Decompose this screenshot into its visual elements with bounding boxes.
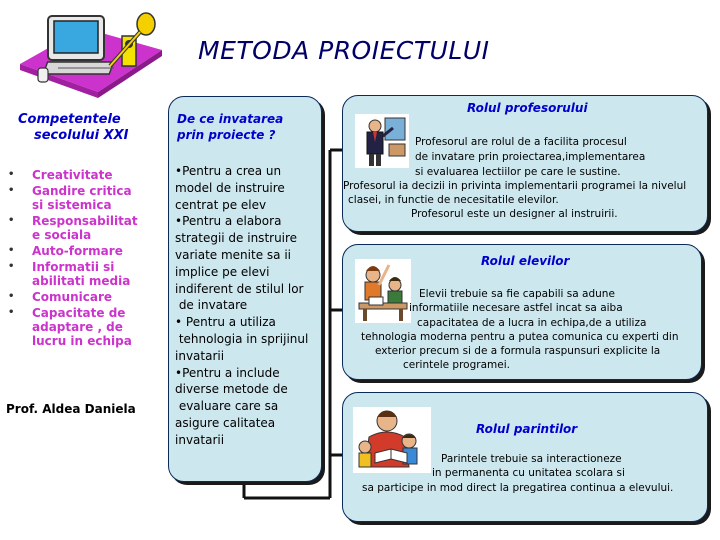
sidebar-heading-line2: secolului XXI [34,128,129,143]
parents-role-box: Rolul parintilor Parintele trebuie sa interactioneze in permanenta cu unitatea scolara si sa participe in mod direct la pregatirea continua a elevului. [342,392,708,522]
page-title: METODA PROIECTULUI [198,36,490,65]
teacher-role-title: Rolul profesorului [467,101,588,115]
list-item: • Responsabilitat e sociala [4,214,162,242]
left-box-heading: De ce invatarea prin proiecte ? [177,112,284,142]
students-role-box: Rolul elevilor Elevii trebuie sa fie capabili sa adune informatiile necesare astfel incat sa aiba capacitatea de a lucra in echipa,de a utiliza tehnologia moderna pentru a putea comunica cu experti din exterior precum si de a formula raspunsuri explicite la cerintele programei. [342,244,702,380]
teacher-role-box: Rolul profesorului Profesorul are rolul de a facilita procesul de invatare prin proiectarea,implementarea si evaluarea lectiilor pe care le sustine. Profesorul ia decizii in privinta implementarii programei la nivelul clasei, in functie de necesitatile elevilor. Profesorul este un designer al instruirii. [342,95,708,232]
students-role-title: Rolul elevilor [481,254,570,268]
why-project-learning-box [168,96,322,482]
list-item: • Gandire critica si sistemica [4,184,162,212]
list-item: • Comunicare [4,290,162,304]
sidebar-heading-line1: Competentele [18,112,121,127]
parents-role-title: Rolul parintilor [476,422,578,436]
author-name: Prof. Aldea Daniela [6,402,136,416]
parent-reading-icon [353,407,431,473]
list-item: • Capacitate de adaptare , de lucru in echipa [4,306,162,348]
list-item: • Informatii si abilitati media [4,260,162,288]
teacher-icon [355,114,409,168]
left-box-body: •Pentru a crea un model de instruire centrat pe elev •Pentru a elabora strategii de instruire variate menite sa ii implice pe elevi indiferent de stilul lor de invatare • Pentru a utiliza tehnologia in sprijinul invatarii •Pentru a include diverse metode de evaluare care sa asigure calitatea invatarii [175,164,309,447]
list-item: • Creativitate [4,168,162,182]
list-item: • Auto-formare [4,244,162,258]
students-icon [355,259,411,323]
